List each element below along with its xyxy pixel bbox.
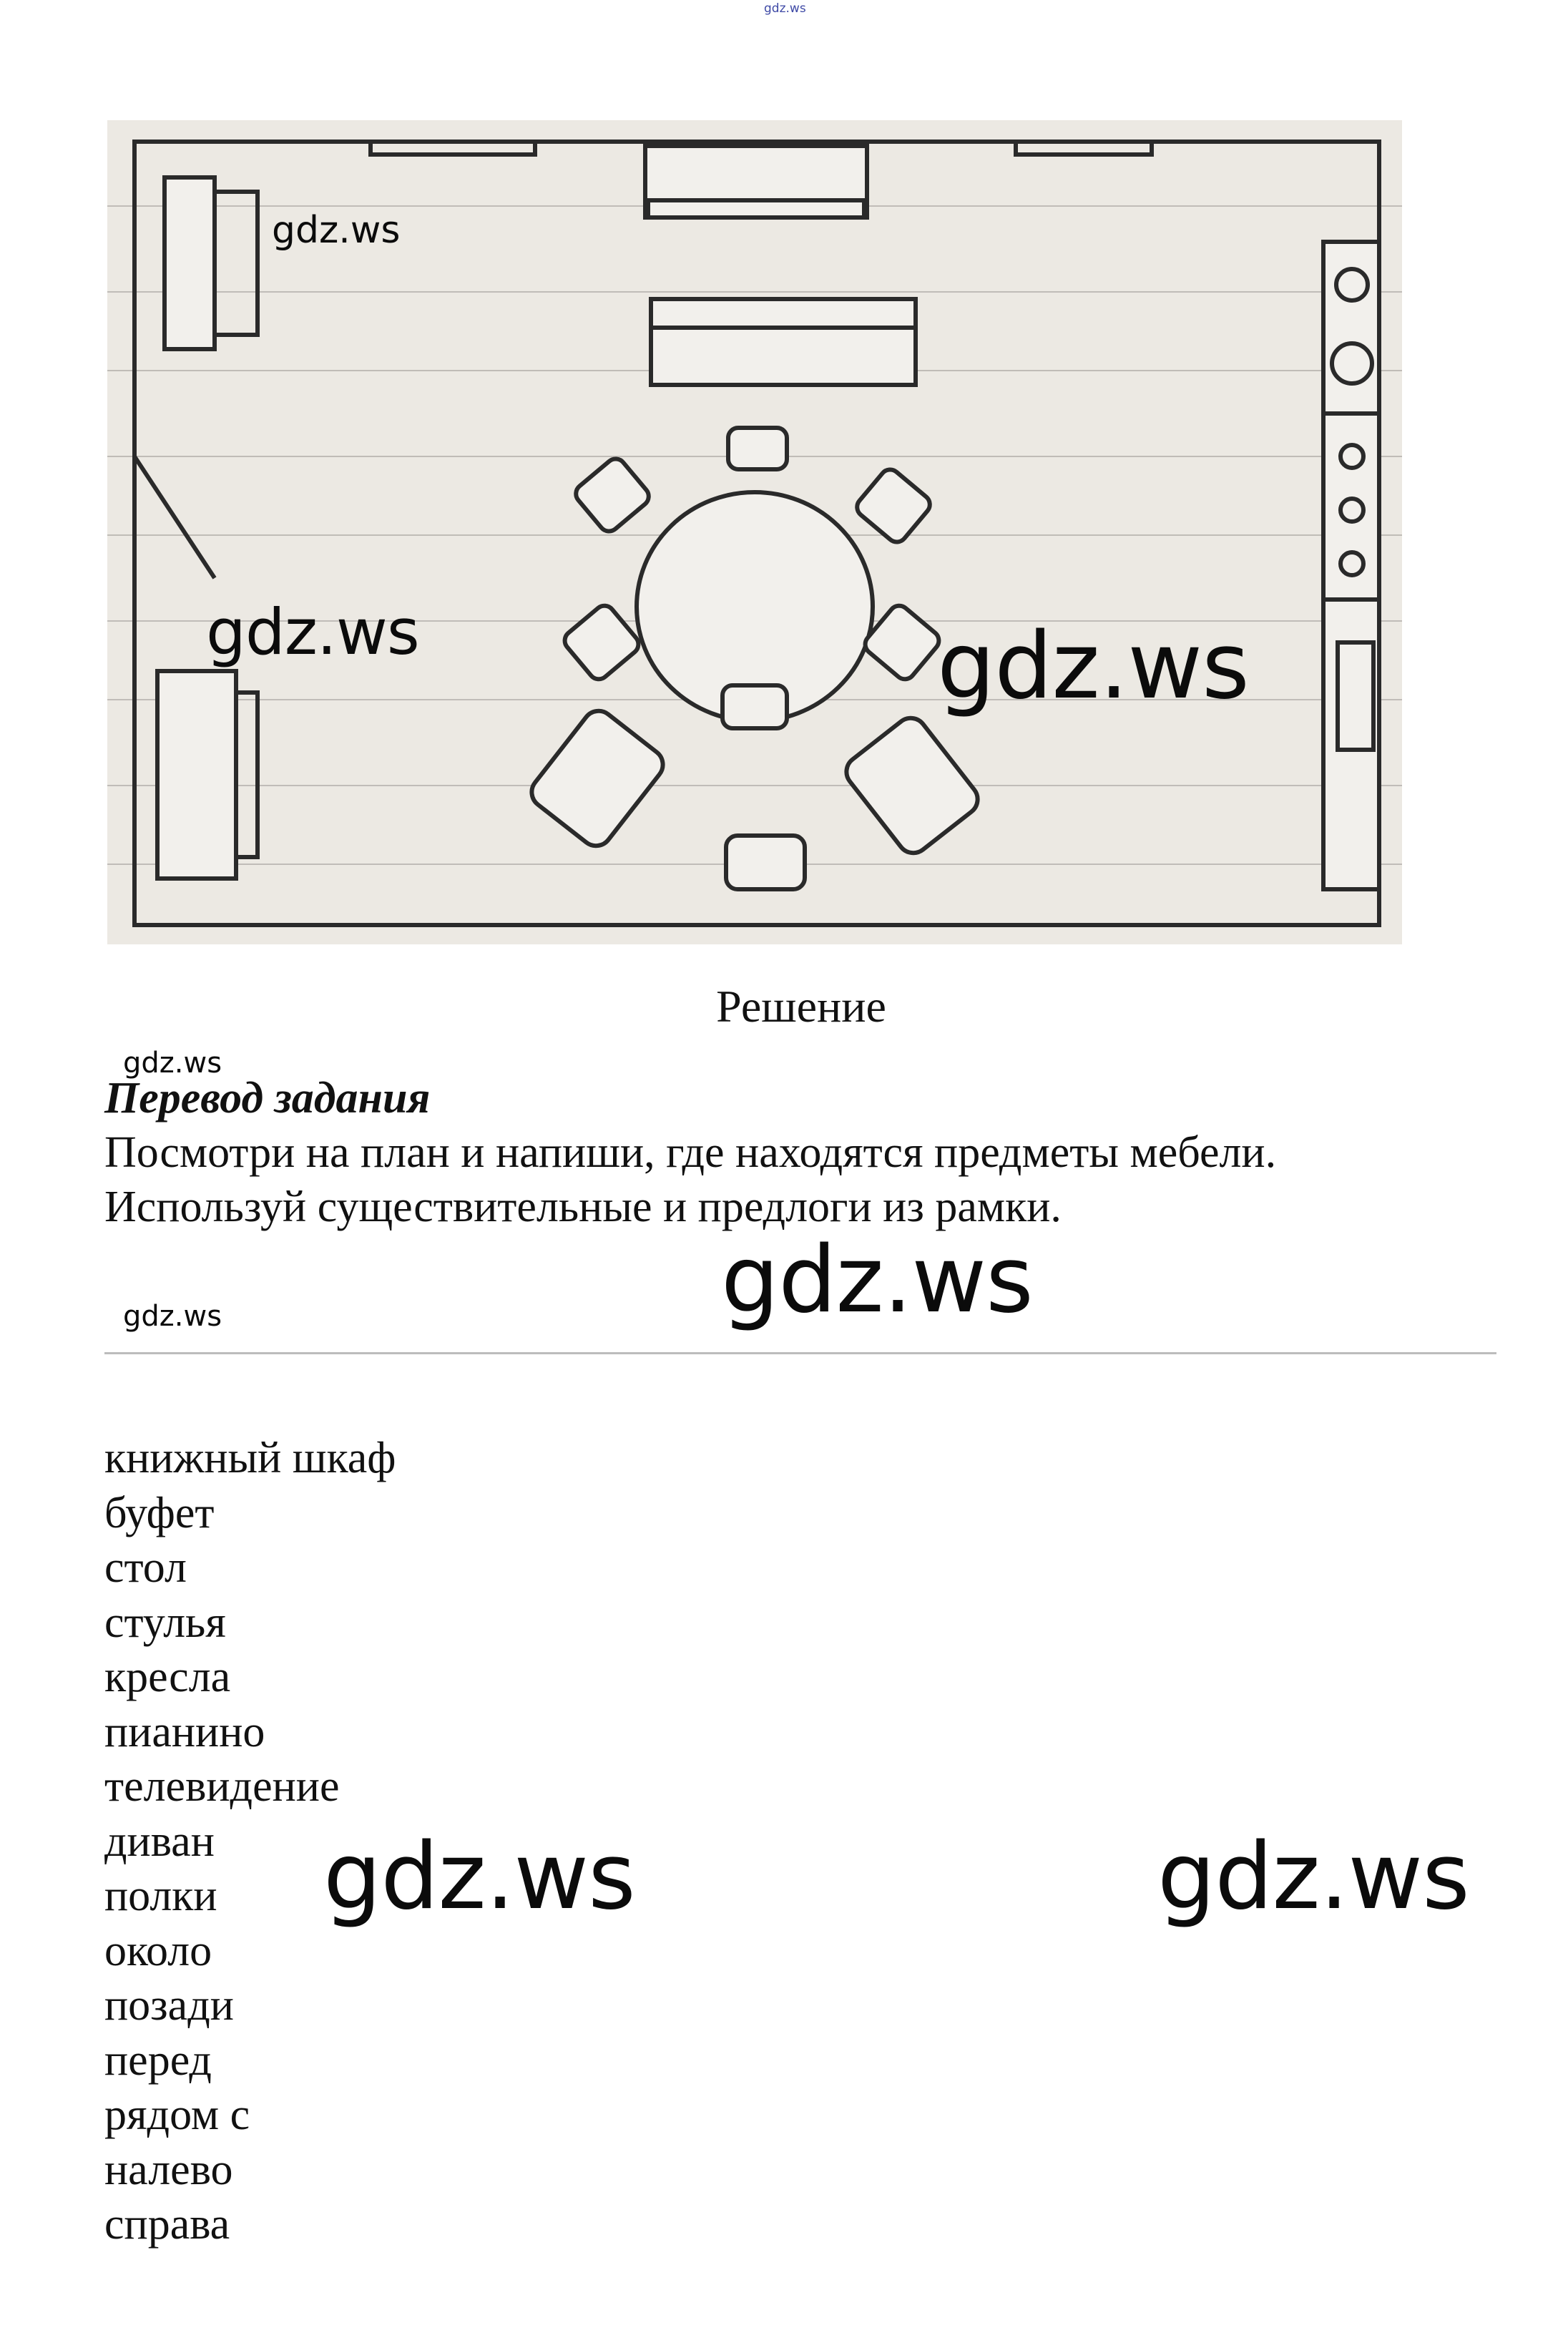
word-item: полки — [104, 1872, 217, 1920]
word-item: телевидение — [104, 1762, 340, 1811]
word-item: около — [104, 1926, 212, 1975]
word-item: диван — [104, 1816, 215, 1866]
watermark-list-left: gdz.ws — [323, 1824, 635, 1930]
solution-heading: Решение — [716, 981, 886, 1032]
word-item: налево — [104, 2145, 233, 2194]
task-text-line-2: Используй существительные и предлоги из рамки. — [104, 1183, 1062, 1231]
watermark-top: gdz.ws — [764, 1, 806, 16]
watermark-plan-right: gdz.ws — [937, 613, 1249, 720]
word-item: рядом с — [104, 2090, 250, 2139]
word-item: книжный шкаф — [104, 1434, 396, 1482]
watermark-above-title: gdz.ws — [123, 1047, 222, 1080]
watermark-plan-mid-left: gdz.ws — [206, 595, 419, 669]
watermark-middle: gdz.ws — [721, 1227, 1033, 1334]
watermark-list-right: gdz.ws — [1157, 1824, 1469, 1930]
word-item: справа — [104, 2200, 230, 2249]
word-item: стулья — [104, 1598, 226, 1647]
word-item: пианино — [104, 1707, 265, 1756]
word-item: кресла — [104, 1653, 231, 1701]
divider-line — [104, 1352, 1496, 1354]
watermark-middle-small: gdz.ws — [123, 1300, 222, 1333]
room-plan-image — [107, 120, 1402, 944]
task-title: Перевод задания — [104, 1074, 431, 1122]
word-item: перед — [104, 2035, 212, 2085]
word-item: буфет — [104, 1488, 215, 1537]
watermark-plan-top-left: gdz.ws — [272, 209, 401, 252]
word-item: стол — [104, 1543, 187, 1592]
word-item: позади — [104, 1981, 234, 2030]
task-text-line-1: Посмотри на план и напиши, где находятся предметы мебели. — [104, 1128, 1277, 1177]
